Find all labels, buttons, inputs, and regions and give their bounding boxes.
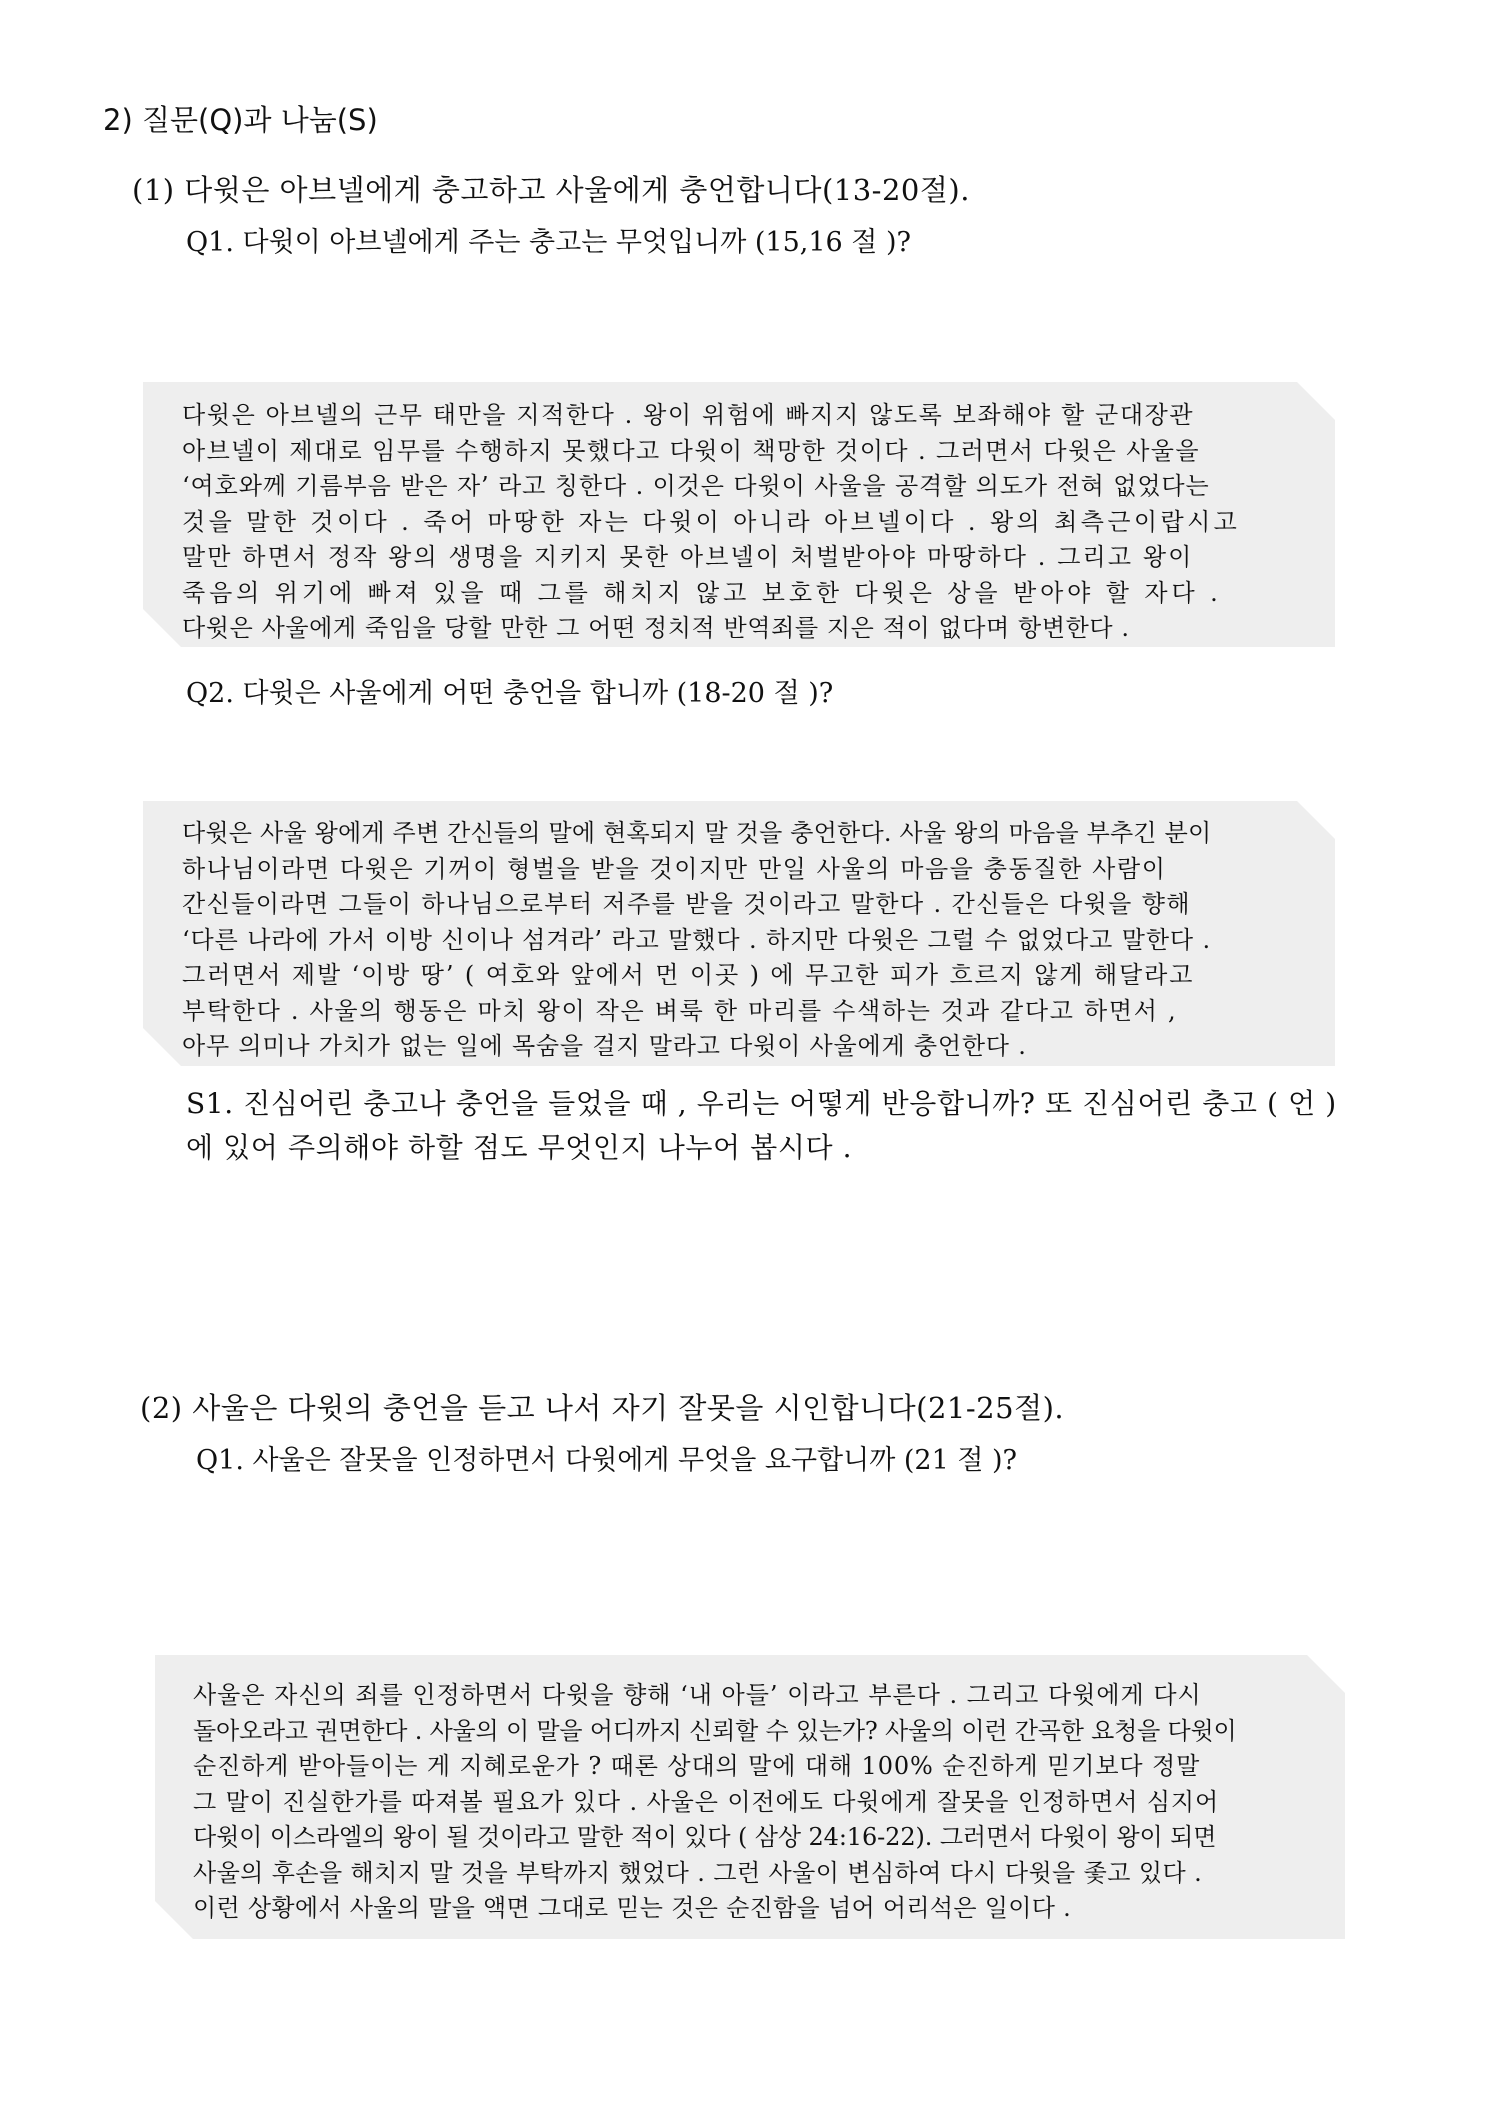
section-title: 2) 질문(Q)과 나눔(S) (103, 103, 378, 137)
part1-s1-sharing: S1. 진심어린 충고나 충언을 들었을 때 , 우리는 어떻게 반응합니까? 또 진심어린 충고 ( 언 ) 에 있어 주의해야 하할 점도 무엇인지 나누어 봅시다 . (186, 1087, 1337, 1164)
answer-line: 아무 의미나 가치가 없는 일에 목숨을 걸지 말라고 다윗이 사울에게 충언한다 . (182, 1032, 1027, 1060)
answer-line: 사울의 후손을 해치지 말 것을 부탁까지 했었다 . 그런 사울이 변심하여 다시 다윗을 좇고 있다 . (193, 1858, 1203, 1887)
answer-line: 간신들이라면 그들이 하나님으로부터 저주를 받을 것이라고 말한다 . 간신들은 다윗을 향해 (182, 890, 1191, 918)
answer-line: 말만 하면서 정작 왕의 생명을 지키지 못한 아브넬이 처벌받아야 마땅하다 . 그리고 왕이 (182, 543, 1194, 571)
answer-line: 부탁한다 . 사울의 행동은 마치 왕이 작은 벼룩 한 마리를 수색하는 것과 같다고 하면서 , (182, 996, 1178, 1025)
answer-line: 이런 상황에서 사울의 말을 액면 그대로 믿는 것은 순진함을 넘어 어리석은 일이다 . (193, 1894, 1072, 1922)
part1-q1-answer-text (182, 398, 1240, 647)
answer-line: 하나님이라면 다윗은 기꺼이 형벌을 받을 것이지만 만일 사울의 마음을 충동질한 사람이 (182, 854, 1167, 883)
part1-heading: (1) 다윗은 아브넬에게 충고하고 사울에게 충언합니다(13-20절). (132, 173, 970, 207)
answer-line: 죽음의 위기에 빠져 있을 때 그를 해치지 않고 보호한 다윗은 상을 받아야 할 자다 . (182, 578, 1222, 607)
answer-line: ‘여호와께 기름부음 받은 자’ 라고 칭한다 . 이것은 다윗이 사울을 공격할 의도가 전혀 없었다는 (182, 472, 1210, 500)
answer-line: 돌아오라고 권면한다 . 사울의 이 말을 어디까지 신뢰할 수 있는가? 사울의 이런 간곡한 요청을 다윗이 (193, 1716, 1237, 1745)
answer-line: 그러면서 제발 ‘이방 땅’ ( 여호와 앞에서 먼 이곳 ) 에 무고한 피가 흐르지 않게 해달라고 (182, 961, 1195, 989)
part2-heading: (2) 사울은 다윗의 충언을 듣고 나서 자기 잘못을 시인합니다(21-25절). (140, 1391, 1065, 1425)
answer-line: 다윗이 이스라엘의 왕이 될 것이라고 말한 적이 있다 ( 삼상 24:16-22). 그러면서 다윗이 왕이 되면 (193, 1823, 1217, 1851)
part1-q2-answer-text (182, 816, 1211, 1065)
answer-line: 것을 말한 것이다 . 죽어 마땅한 자는 다윗이 아니라 아브넬이다 . 왕의 최측근이랍시고 (182, 507, 1241, 536)
answer-line: 다윗은 사울에게 죽임을 당할 만한 그 어떤 정치적 반역죄를 지은 적이 없다며 항변한다 . (182, 614, 1130, 642)
answer-line: 사울은 자신의 죄를 인정하면서 다윗을 향해 ‘내 아들’ 이라고 부른다 . 그리고 다윗에게 다시 (193, 1681, 1202, 1709)
answer-line: 아브넬이 제대로 임무를 수행하지 못했다고 다윗이 책망한 것이다 . 그러면서 다윗은 사울을 (182, 436, 1200, 465)
part1-q1-question: Q1. 다윗이 아브넬에게 주는 충고는 무엇입니까 (15,16 절 )? (186, 227, 911, 258)
answer-line: 다윗은 사울 왕에게 주변 간신들의 말에 현혹되지 말 것을 충언한다. 사울 왕의 마음을 부추긴 분이 (182, 819, 1212, 847)
answer-line: 그 말이 진실한가를 따져볼 필요가 있다 . 사울은 이전에도 다윗에게 잘못을 인정하면서 심지어 (193, 1787, 1220, 1816)
answer-line: 다윗은 아브넬의 근무 태만을 지적한다 . 왕이 위험에 빠지지 않도록 보좌해야 할 군대장관 (182, 401, 1195, 429)
part2-q1-answer-text (193, 1678, 1236, 1927)
answer-line: 순진하게 받아들이는 게 지혜로운가 ? 때론 상대의 말에 대해 100% 순진하게 믿기보다 정말 (193, 1752, 1201, 1780)
part2-q1-question: Q1. 사울은 잘못을 인정하면서 다윗에게 무엇을 요구합니까 (21 절 )? (196, 1445, 1018, 1476)
part1-q2-question: Q2. 다윗은 사울에게 어떤 충언을 합니까 (18-20 절 )? (186, 678, 834, 709)
answer-line: ‘다른 나라에 가서 이방 신이나 섬겨라’ 라고 말했다 . 하지만 다윗은 그럴 수 없었다고 말한다 . (182, 925, 1212, 954)
